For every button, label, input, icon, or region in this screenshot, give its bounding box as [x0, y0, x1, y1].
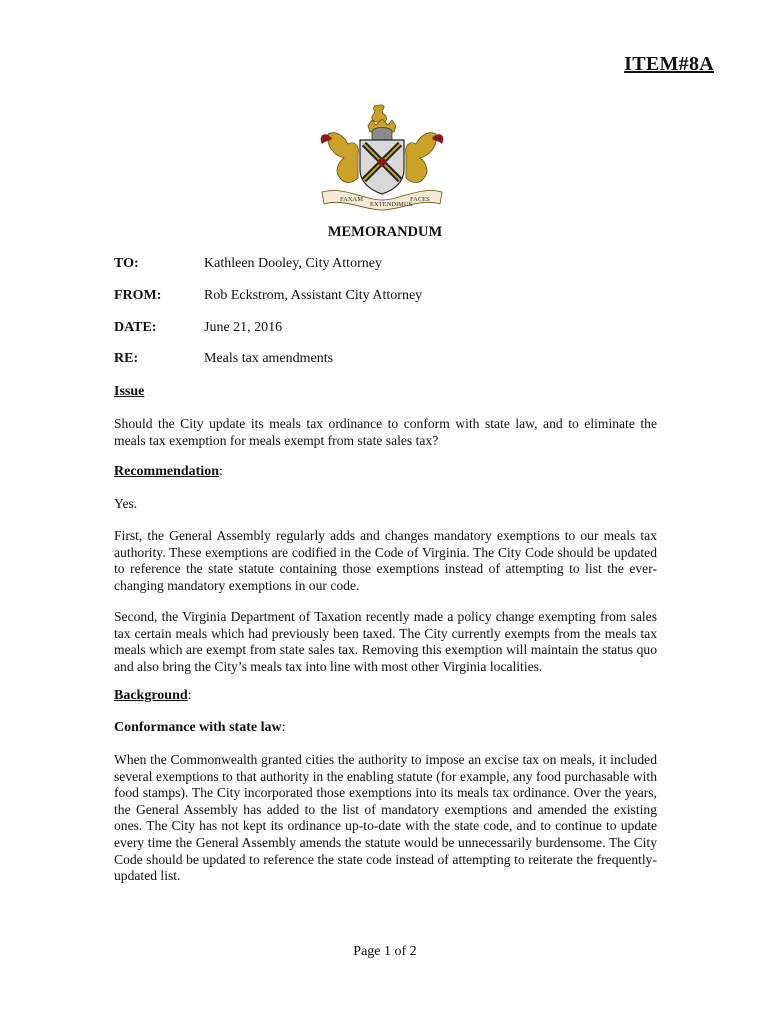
issue-heading: Issue [114, 384, 145, 399]
background-heading: Background: [114, 688, 192, 703]
header-from [114, 288, 422, 304]
header-re [114, 351, 333, 367]
from-label: FROM: [114, 288, 162, 303]
crest-motto-1: FAXAM [340, 196, 363, 203]
memorandum-title: MEMORANDUM [327, 224, 443, 240]
to-value: Kathleen Dooley, City Attorney [204, 256, 382, 271]
recommendation-answer: Yes. [114, 496, 138, 511]
page-number: Page 1 of 2 [353, 944, 417, 959]
recommendation-paragraph-2: Second, the Virginia Department of Taxation recently made a policy change exempting from sales tax certain meals which had previously been taxed. The City currently exempts from the meals tax meals which are exempt from state sales tax. Removing this exemption will maintain the status quo and also bring the City’s meals tax into line with most other Virginia localities. [114, 609, 657, 674]
conformance-subheading: Conformance with state law: [114, 720, 286, 735]
recommendation-paragraph-1: First, the General Assembly regularly adds and changes mandatory exemptions to our meals tax authority. These exemptions are codified in the Code of Virginia. The City Code should be updated to reference the state statute containing those exemptions instead of attempting to list the ever-changing mandatory exemptions in our code. [114, 528, 657, 593]
date-label: DATE: [114, 320, 157, 335]
re-label: RE: [114, 351, 139, 366]
to-label: TO: [114, 256, 139, 271]
recommendation-heading: Recommendation: [114, 464, 223, 479]
item-number: ITEM#8A [624, 53, 714, 75]
date-value: June 21, 2016 [204, 320, 283, 335]
issue-text: Should the City update its meals tax ordinance to conform with state law, and to eliminate the meals tax exemption for meals exempt from state sales tax? [114, 416, 657, 448]
header-to [114, 256, 382, 272]
crest-motto-2: EXTENDIMUS [370, 201, 413, 208]
crest-motto-3: FACES [410, 196, 430, 203]
city-crest-logo [314, 100, 450, 212]
header-date [114, 320, 282, 336]
re-value: Meals tax amendments [204, 351, 334, 366]
from-value: Rob Eckstrom, Assistant City Attorney [204, 288, 423, 303]
background-paragraph-1: When the Commonwealth granted cities the authority to impose an excise tax on meals, it included several exemptions to that authority in the enabling statute (for example, any food purchasable with food stamps). The City incorporated those exemptions into its meals tax ordinance. Over the years, the General Assembly has added to the list of mandatory exemptions and amended the existing ones. The City has not kept its ordinance up-to-date with the state code, and to continue to update every time the General Assembly amends the statute would be unnecessarily burdensome. The City Code should be updated to reference the state code instead of attempting to reiterate the frequently-updated list. [114, 752, 657, 884]
